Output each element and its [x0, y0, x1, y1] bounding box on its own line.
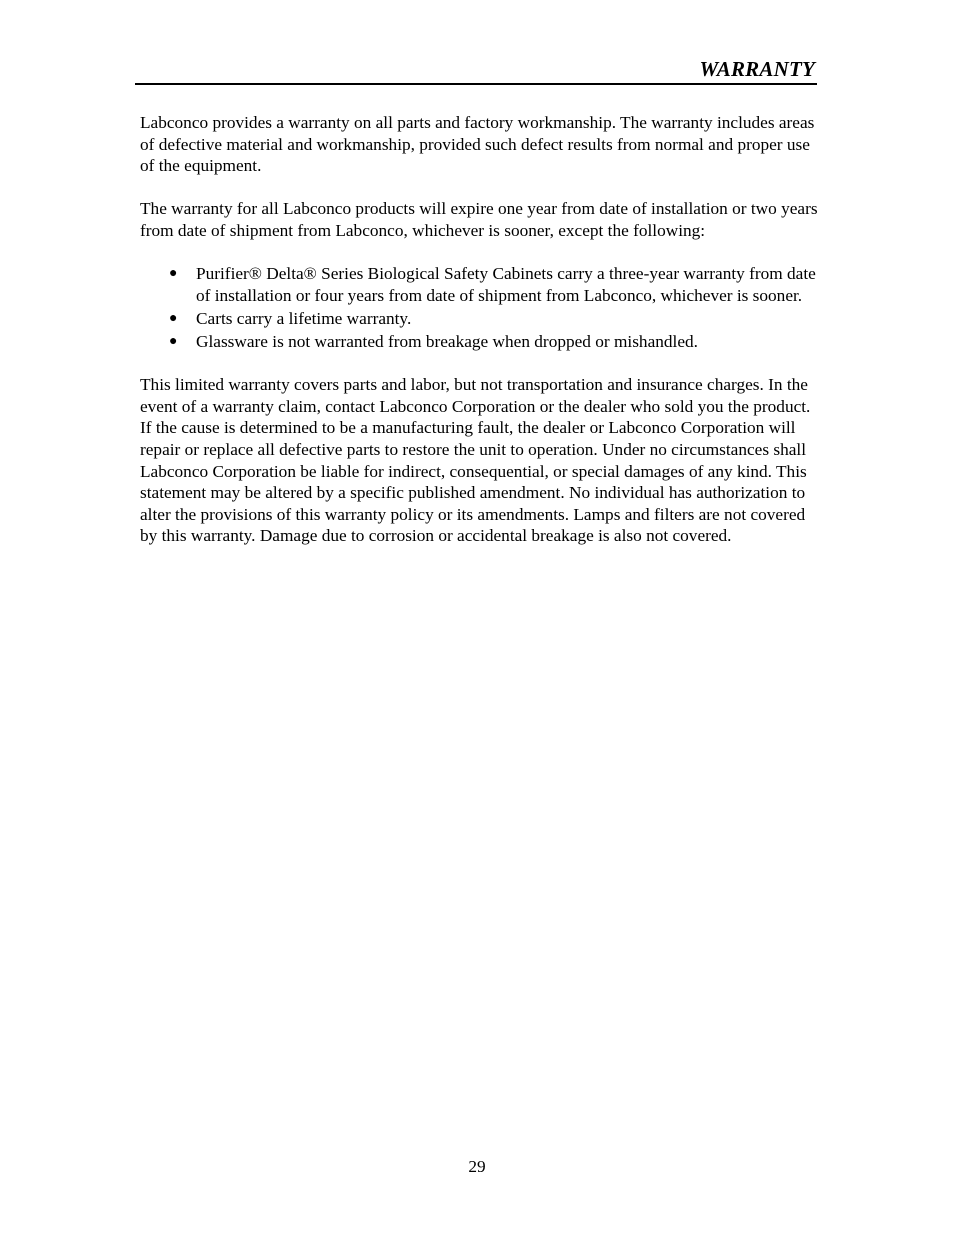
header-divider	[135, 83, 817, 85]
list-item	[169, 308, 820, 330]
expiration-paragraph: The warranty for all Labconco products will expire one year from date of installation or two years from date of shipment from Labconco, whichever is sooner, except the following:	[140, 199, 818, 240]
list-item	[169, 331, 820, 353]
section-heading: WARRANTY	[699, 57, 815, 81]
limitations-paragraph: This limited warranty covers parts and labor, but not transportation and insurance charges. In the event of a warranty claim, contact Labconco Corporation or the dealer who sold you the product. If the cause is determined to be a manufacturing fault, the dealer or Labconco Corporation will repair or replace all defective parts to restore the unit to operation. Under no circumstances shall Labconco Corporation be liable for indirect, consequential, or special damages of any kind. This statement may be altered by a specific published amendment. No individual has authorization to alter the provisions of this warranty policy or its amendments. Lamps and filters are not covered by this warranty. Damage due to corrosion or accidental breakage is also not covered.	[140, 375, 811, 546]
exceptions-list	[140, 263, 820, 352]
list-item-text: Glassware is not warranted from breakage when dropped or mishandled.	[196, 331, 698, 351]
body-content	[140, 112, 820, 568]
bullet-icon: ●	[169, 266, 178, 282]
bullet-icon: ●	[169, 310, 178, 326]
list-item-text: Carts carry a lifetime warranty.	[196, 308, 412, 328]
list-item	[169, 263, 820, 306]
bullet-icon: ●	[169, 333, 178, 349]
list-item-text: Purifier® Delta® Series Biological Safety Cabinets carry a three-year warranty from date of installation or four years from date of shipment from Labconco, whichever is sooner.	[196, 264, 816, 305]
intro-paragraph: Labconco provides a warranty on all parts and factory workmanship. The warranty includes areas of defective material and workmanship, provided such defect results from normal and proper use of the equipment.	[140, 113, 815, 176]
page-number: 29	[468, 1157, 486, 1176]
